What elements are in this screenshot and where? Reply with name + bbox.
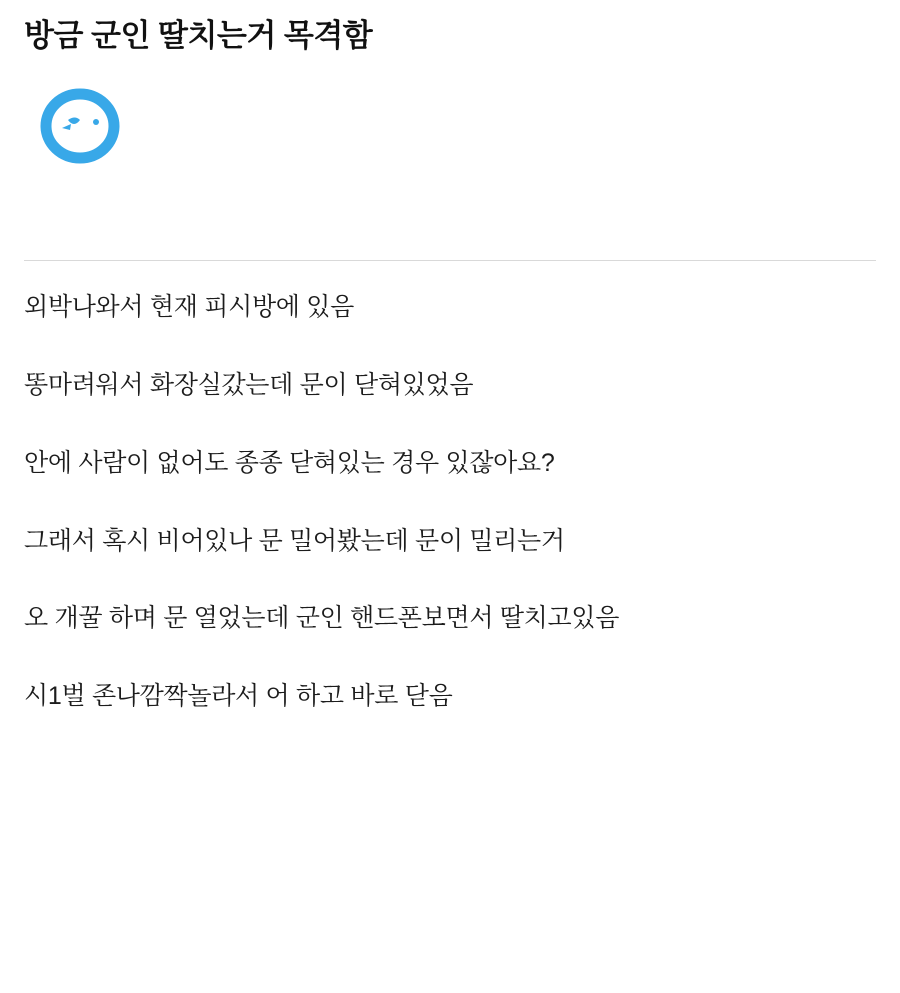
post-paragraph: 시1벌 존나깜짝놀라서 어 하고 바로 닫음: [24, 682, 453, 711]
post-body: [24, 261, 876, 714]
post-paragraph: 외박나와서 현재 피시방에 있음: [24, 293, 354, 322]
page-title: 방금 군인 딸치는거 목격함: [24, 18, 373, 53]
post-paragraph: 그래서 혹시 비어있나 문 밀어봤는데 문이 밀리는거: [24, 526, 565, 555]
post-paragraph: 똥마려워서 화장실갔는데 문이 닫혀있었음: [24, 371, 474, 400]
post-paragraph: 오 개꿀 하며 문 열었는데 군인 핸드폰보면서 딸치고있음: [24, 604, 620, 633]
avatar: [38, 82, 122, 166]
post-paragraph: 안에 사람이 없어도 종종 닫혀있는 경우 있잖아요?: [24, 448, 555, 477]
bird-profile-icon: [38, 82, 122, 166]
author-row: [24, 56, 876, 176]
